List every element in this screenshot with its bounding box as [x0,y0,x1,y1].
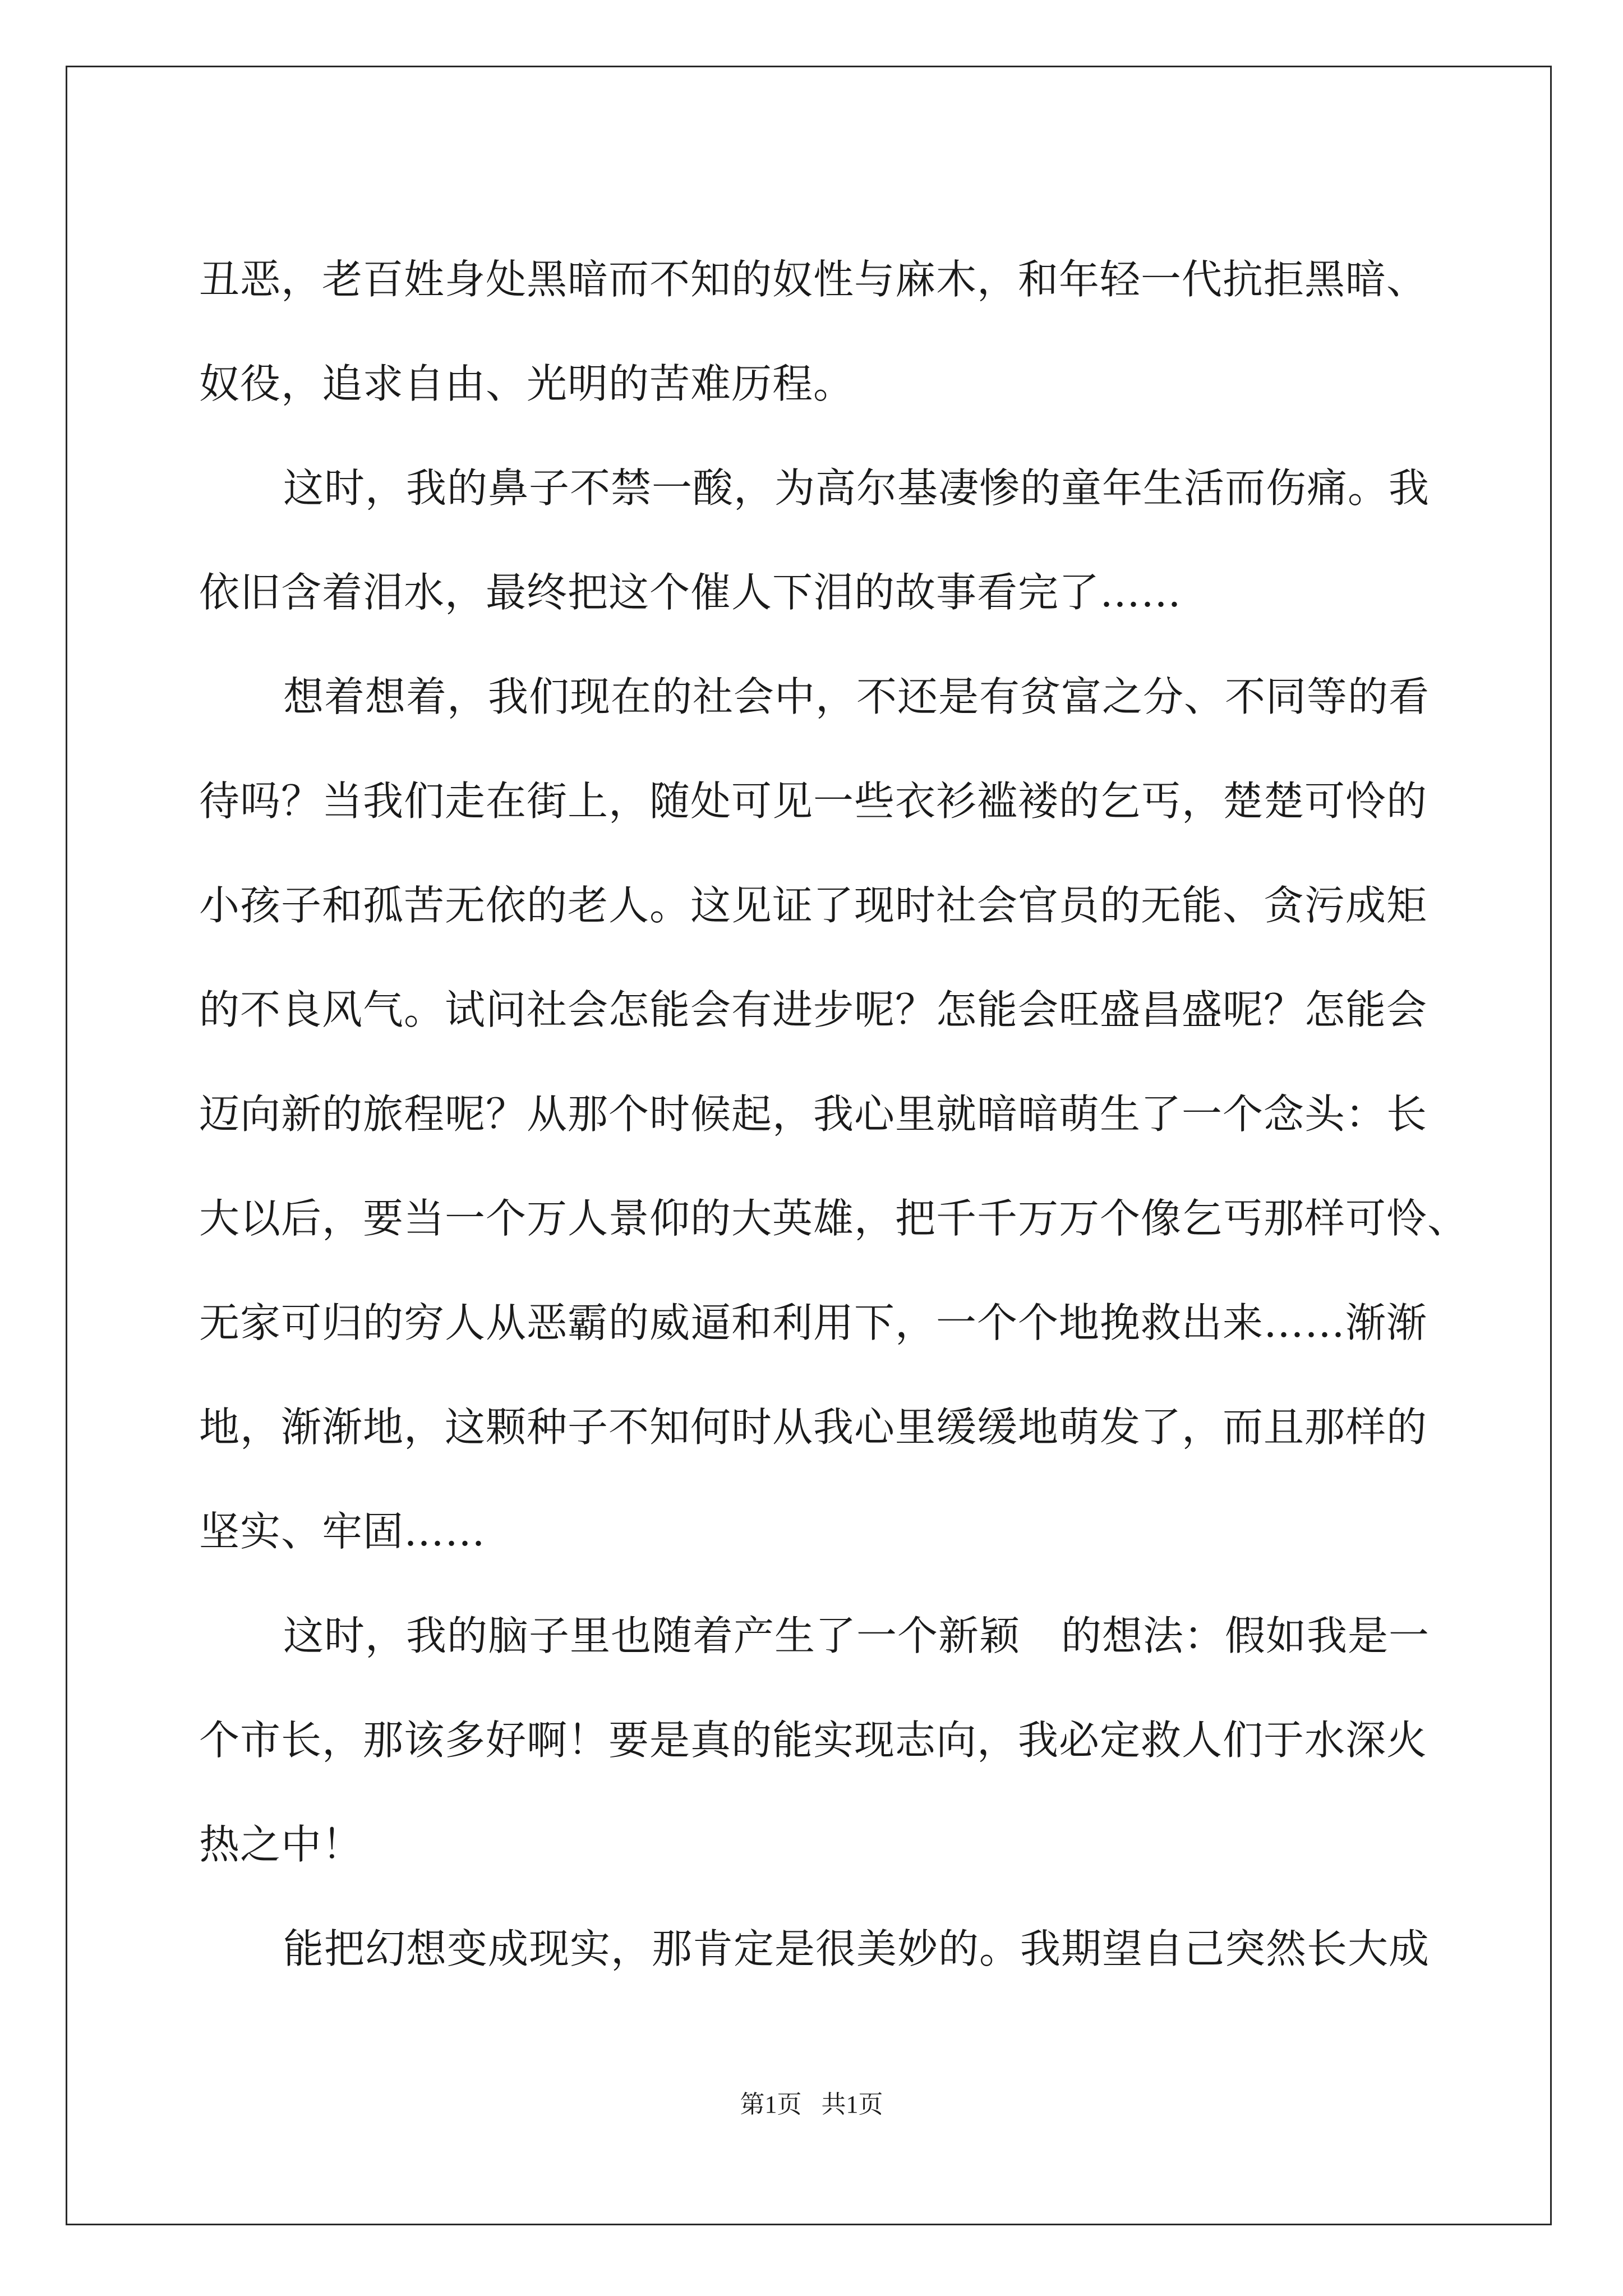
body-line-11: 无家可归的穷人从恶霸的威逼和利用下，一个个地挽救出来……渐渐 [199,1299,1428,1346]
body-line-14: 这时，我的脑子里也随着产生了一个新颖 的想法：假如我是一 [283,1612,1430,1659]
body-line-17: 能把幻想变成现实，那肯定是很美妙的。我期望自己突然长大成 [283,1925,1430,1972]
body-line-3: 这时，我的鼻子不禁一酸，为高尔基凄惨的童年生活而伤痛。我 [283,464,1430,512]
body-line-5: 想着想着，我们现在的社会中，不还是有贫富之分、不同等的看 [283,673,1430,720]
body-line-8: 的不良风气。试问社会怎能会有进步呢？怎能会旺盛昌盛呢？怎能会 [199,986,1428,1033]
body-line-7: 小孩子和孤苦无依的老人。这见证了现时社会官员的无能、贪污成矩 [199,882,1428,929]
body-line-10: 大以后，要当一个万人景仰的大英雄，把千千万万个像乞丐那样可怜、 [199,1195,1469,1242]
document-body [199,227,1472,2001]
body-line-1: 丑恶，老百姓身处黑暗而不知的奴性与麻木，和年轻一代抗拒黑暗、 [199,256,1428,303]
body-line-6: 待吗？当我们走在街上，随处可见一些衣衫褴褛的乞丐，楚楚可怜的 [199,777,1428,825]
page-number: 第1页 [740,2091,802,2118]
body-line-9: 迈向新的旅程呢？从那个时候起，我心里就暗暗萌生了一个念头：长 [199,1091,1428,1138]
body-line-2: 奴役，追求自由、光明的苦难历程。 [199,360,855,407]
body-line-16: 热之中！ [199,1821,363,1868]
body-line-12: 地，渐渐地，这颗种子不知何时从我心里缓缓地萌发了，而且那样的 [199,1404,1428,1451]
page-footer [0,2084,1623,2120]
body-line-13: 坚实、牢固…… [199,1508,486,1555]
page-total: 共1页 [821,2091,883,2118]
body-line-15: 个市长，那该多好啊！要是真的能实现志向，我必定救人们于水深火 [199,1717,1428,1764]
body-line-4: 依旧含着泪水，最终把这个催人下泪的故事看完了…… [199,569,1182,616]
